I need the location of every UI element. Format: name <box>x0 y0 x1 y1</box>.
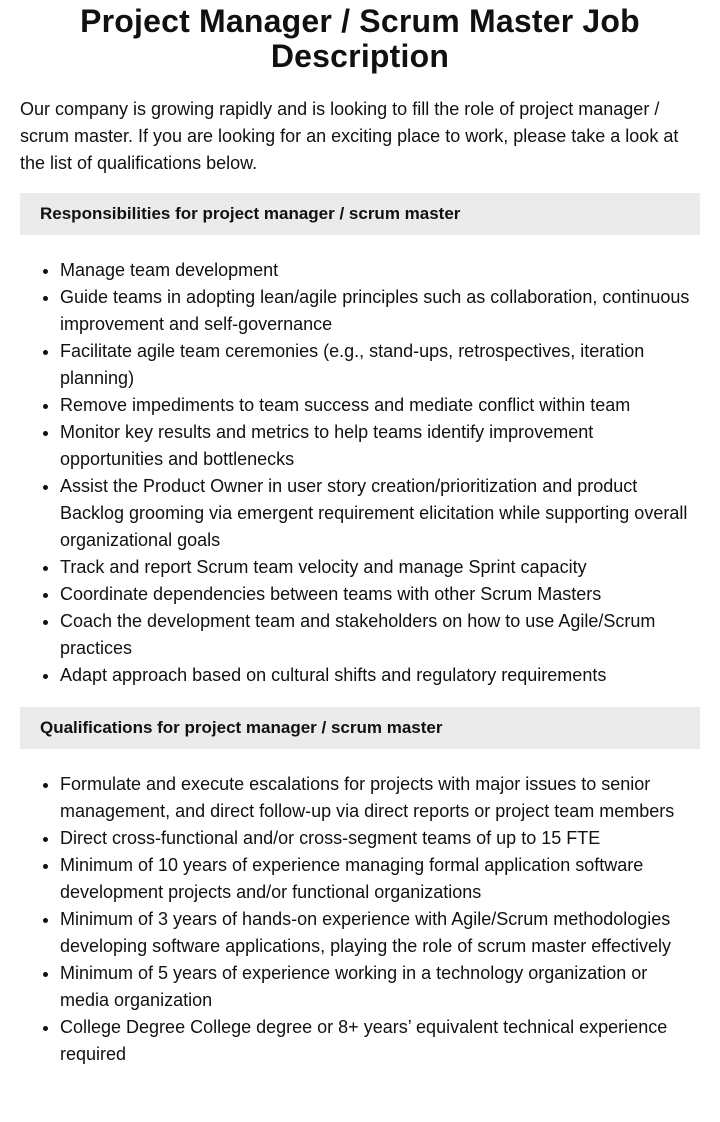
list-item: • Direct cross-functional and/or cross-segment teams of up to 15 FTE <box>60 825 700 852</box>
list-item: • Coach the development team and stakeholders on how to use Agile/Scrum practices <box>60 608 700 662</box>
responsibilities-list <box>20 257 700 689</box>
qualifications-list <box>20 771 700 1068</box>
list-item: • Formulate and execute escalations for projects with major issues to senior management, and direct follow-up via direct reports or project team members <box>60 771 700 825</box>
list-item: • Assist the Product Owner in user story creation/prioritization and product Backlog grooming via emergent requirement elicitation while supporting overall organizational goals <box>60 473 700 554</box>
qualifications-heading: Qualifications for project manager / scrum master <box>20 707 700 749</box>
list-item: • Manage team development <box>60 257 700 284</box>
list-item: • Track and report Scrum team velocity and manage Sprint capacity <box>60 554 700 581</box>
list-item: • Minimum of 10 years of experience managing formal application software development projects and/or functional organizations <box>60 852 700 906</box>
list-item: • Adapt approach based on cultural shifts and regulatory requirements <box>60 662 700 689</box>
list-item: • College Degree College degree or 8+ years’ equivalent technical experience required <box>60 1014 700 1068</box>
list-item: • Remove impediments to team success and mediate conflict within team <box>60 392 700 419</box>
page-title: Project Manager / Scrum Master Job Description <box>80 3 640 74</box>
list-item: • Minimum of 3 years of hands-on experience with Agile/Scrum methodologies developing software applications, playing the role of scrum master effectively <box>60 906 700 960</box>
intro-paragraph: Our company is growing rapidly and is looking to fill the role of project manager / scrum master. If you are looking for an exciting place to work, please take a look at the list of qualifications below. <box>20 99 679 173</box>
list-item: • Facilitate agile team ceremonies (e.g., stand-ups, retrospectives, iteration planning) <box>60 338 700 392</box>
list-item: • Coordinate dependencies between teams with other Scrum Masters <box>60 581 700 608</box>
job-description-page <box>0 4 720 1068</box>
list-item: • Minimum of 5 years of experience working in a technology organization or media organization <box>60 960 700 1014</box>
responsibilities-heading: Responsibilities for project manager / scrum master <box>20 193 700 235</box>
list-item: • Guide teams in adopting lean/agile principles such as collaboration, continuous improvement and self-governance <box>60 284 700 338</box>
list-item: • Monitor key results and metrics to help teams identify improvement opportunities and bottlenecks <box>60 419 700 473</box>
